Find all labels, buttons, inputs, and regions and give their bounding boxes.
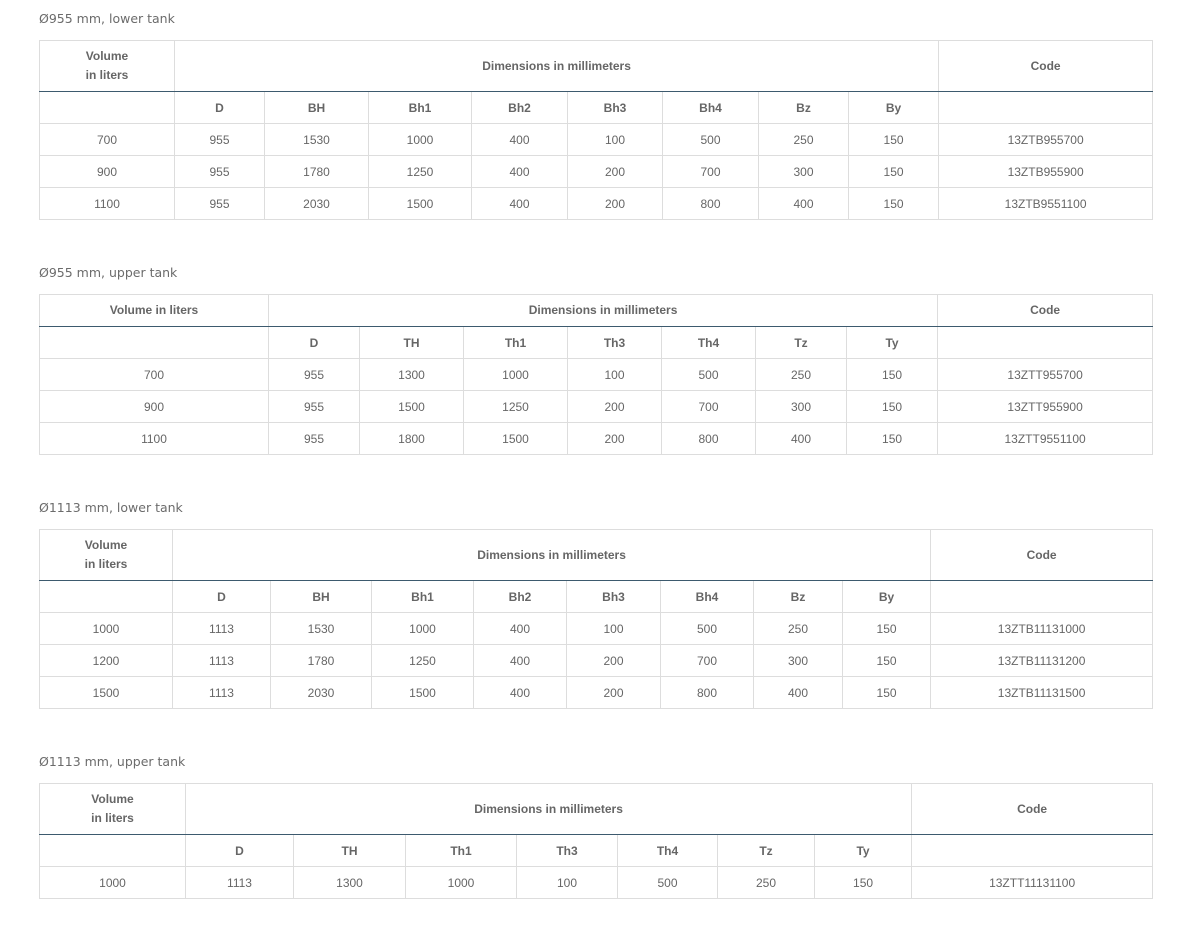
value-cell: 1500 <box>369 188 472 220</box>
value-cell: 100 <box>568 359 662 391</box>
value-cell: 200 <box>567 677 661 709</box>
value-cell: 1780 <box>271 645 372 677</box>
value-cell: 1250 <box>372 645 474 677</box>
dimensions-header: Dimensions in millimeters <box>173 530 931 581</box>
table-row <box>40 156 1153 188</box>
column-header: Ty <box>847 327 938 359</box>
value-cell: 250 <box>754 613 843 645</box>
value-cell: 700 <box>661 645 754 677</box>
column-header: By <box>849 92 939 124</box>
code-cell: 13ZTB11131000 <box>931 613 1153 645</box>
value-cell: 700 <box>663 156 759 188</box>
value-cell: 150 <box>815 867 912 899</box>
section-title: Ø1113 mm, lower tank <box>39 500 183 515</box>
column-header: Ty <box>815 835 912 867</box>
code-cell: 13ZTB11131200 <box>931 645 1153 677</box>
value-cell: 400 <box>759 188 849 220</box>
value-cell: 1780 <box>265 156 369 188</box>
spec-table-955-lower <box>39 40 1153 220</box>
empty-header-cell <box>40 327 269 359</box>
value-cell: 100 <box>517 867 618 899</box>
value-cell: 400 <box>472 188 568 220</box>
value-cell: 300 <box>756 391 847 423</box>
column-header: Tz <box>756 327 847 359</box>
volume-cell: 700 <box>40 359 269 391</box>
value-cell: 955 <box>175 188 265 220</box>
column-header: Bz <box>754 581 843 613</box>
value-cell: 400 <box>474 645 567 677</box>
section-title: Ø955 mm, upper tank <box>39 265 178 280</box>
table-row <box>40 124 1153 156</box>
value-cell: 1113 <box>173 677 271 709</box>
value-cell: 500 <box>661 613 754 645</box>
empty-header-cell <box>40 835 186 867</box>
value-cell: 1000 <box>372 613 474 645</box>
value-cell: 955 <box>175 124 265 156</box>
value-cell: 150 <box>847 423 938 455</box>
value-cell: 1000 <box>464 359 568 391</box>
column-header: Bh3 <box>568 92 663 124</box>
column-header: Th4 <box>618 835 718 867</box>
value-cell: 300 <box>754 645 843 677</box>
column-header: Tz <box>718 835 815 867</box>
value-cell: 1113 <box>186 867 294 899</box>
value-cell: 200 <box>568 391 662 423</box>
value-cell: 955 <box>269 391 360 423</box>
value-cell: 400 <box>474 613 567 645</box>
column-header: TH <box>294 835 406 867</box>
value-cell: 100 <box>568 124 663 156</box>
value-cell: 200 <box>567 645 661 677</box>
column-header: Bz <box>759 92 849 124</box>
code-header: Code <box>931 530 1153 581</box>
code-header: Code <box>912 784 1153 835</box>
column-header: BH <box>271 581 372 613</box>
spec-table-1113-upper <box>39 783 1153 899</box>
value-cell: 955 <box>175 156 265 188</box>
code-cell: 13ZTT955900 <box>938 391 1153 423</box>
value-cell: 400 <box>474 677 567 709</box>
value-cell: 250 <box>718 867 815 899</box>
code-cell: 13ZTT9551100 <box>938 423 1153 455</box>
column-header: By <box>843 581 931 613</box>
code-cell: 13ZTB955700 <box>939 124 1153 156</box>
value-cell: 955 <box>269 423 360 455</box>
volume-cell: 900 <box>40 156 175 188</box>
column-header: Th3 <box>517 835 618 867</box>
code-cell: 13ZTB9551100 <box>939 188 1153 220</box>
value-cell: 1113 <box>173 645 271 677</box>
value-cell: 150 <box>849 124 939 156</box>
code-cell: 13ZTT11131100 <box>912 867 1153 899</box>
empty-header-cell <box>40 92 175 124</box>
table-row <box>40 188 1153 220</box>
column-header: Bh1 <box>372 581 474 613</box>
spec-table-1113-lower <box>39 529 1153 709</box>
volume-cell: 1100 <box>40 188 175 220</box>
value-cell: 200 <box>568 423 662 455</box>
value-cell: 150 <box>847 391 938 423</box>
volume-cell: 1500 <box>40 677 173 709</box>
value-cell: 100 <box>567 613 661 645</box>
value-cell: 400 <box>756 423 847 455</box>
column-header: D <box>173 581 271 613</box>
value-cell: 700 <box>662 391 756 423</box>
code-header: Code <box>939 41 1153 92</box>
value-cell: 1300 <box>294 867 406 899</box>
column-header: Bh4 <box>663 92 759 124</box>
value-cell: 150 <box>843 645 931 677</box>
value-cell: 1530 <box>265 124 369 156</box>
value-cell: 955 <box>269 359 360 391</box>
dimensions-header: Dimensions in millimeters <box>186 784 912 835</box>
empty-header-cell <box>912 835 1153 867</box>
value-cell: 400 <box>754 677 843 709</box>
volume-header: Volume in liters <box>40 41 175 92</box>
column-header: Bh1 <box>369 92 472 124</box>
value-cell: 150 <box>847 359 938 391</box>
column-header: D <box>175 92 265 124</box>
column-header: Bh2 <box>474 581 567 613</box>
value-cell: 1300 <box>360 359 464 391</box>
value-cell: 1113 <box>173 613 271 645</box>
value-cell: 500 <box>663 124 759 156</box>
value-cell: 1530 <box>271 613 372 645</box>
code-cell: 13ZTT955700 <box>938 359 1153 391</box>
value-cell: 800 <box>662 423 756 455</box>
value-cell: 250 <box>759 124 849 156</box>
value-cell: 150 <box>849 156 939 188</box>
value-cell: 500 <box>662 359 756 391</box>
volume-cell: 1000 <box>40 867 186 899</box>
empty-header-cell <box>40 581 173 613</box>
volume-cell: 1000 <box>40 613 173 645</box>
value-cell: 800 <box>663 188 759 220</box>
volume-cell: 1100 <box>40 423 269 455</box>
section-title: Ø1113 mm, upper tank <box>39 754 186 769</box>
column-header: D <box>186 835 294 867</box>
column-header: Th1 <box>464 327 568 359</box>
column-header: BH <box>265 92 369 124</box>
column-header: Th1 <box>406 835 517 867</box>
value-cell: 200 <box>568 188 663 220</box>
code-header: Code <box>938 295 1153 327</box>
column-header: Bh4 <box>661 581 754 613</box>
value-cell: 1000 <box>369 124 472 156</box>
volume-header: Volume in liters <box>40 295 269 327</box>
value-cell: 1250 <box>369 156 472 188</box>
code-cell: 13ZTB11131500 <box>931 677 1153 709</box>
table-row <box>40 645 1153 677</box>
volume-header: Volume in liters <box>40 530 173 581</box>
empty-header-cell <box>938 327 1153 359</box>
empty-header-cell <box>939 92 1153 124</box>
value-cell: 150 <box>843 677 931 709</box>
value-cell: 300 <box>759 156 849 188</box>
empty-header-cell <box>931 581 1153 613</box>
value-cell: 1800 <box>360 423 464 455</box>
value-cell: 2030 <box>265 188 369 220</box>
volume-header: Volume in liters <box>40 784 186 835</box>
table-row <box>40 423 1153 455</box>
dimensions-header: Dimensions in millimeters <box>175 41 939 92</box>
column-header: Bh3 <box>567 581 661 613</box>
volume-cell: 1200 <box>40 645 173 677</box>
value-cell: 1500 <box>464 423 568 455</box>
table-row <box>40 677 1153 709</box>
value-cell: 1000 <box>406 867 517 899</box>
spec-table-955-upper <box>39 294 1153 455</box>
column-header: Th3 <box>568 327 662 359</box>
value-cell: 1500 <box>360 391 464 423</box>
value-cell: 400 <box>472 124 568 156</box>
value-cell: 2030 <box>271 677 372 709</box>
table-row <box>40 359 1153 391</box>
volume-cell: 700 <box>40 124 175 156</box>
value-cell: 250 <box>756 359 847 391</box>
value-cell: 200 <box>568 156 663 188</box>
value-cell: 1250 <box>464 391 568 423</box>
code-cell: 13ZTB955900 <box>939 156 1153 188</box>
value-cell: 400 <box>472 156 568 188</box>
column-header: Th4 <box>662 327 756 359</box>
dimensions-header: Dimensions in millimeters <box>269 295 938 327</box>
table-row <box>40 867 1153 899</box>
volume-cell: 900 <box>40 391 269 423</box>
column-header: Bh2 <box>472 92 568 124</box>
table-row <box>40 391 1153 423</box>
column-header: TH <box>360 327 464 359</box>
table-row <box>40 613 1153 645</box>
value-cell: 150 <box>843 613 931 645</box>
value-cell: 500 <box>618 867 718 899</box>
value-cell: 150 <box>849 188 939 220</box>
value-cell: 800 <box>661 677 754 709</box>
value-cell: 1500 <box>372 677 474 709</box>
column-header: D <box>269 327 360 359</box>
section-title: Ø955 mm, lower tank <box>39 11 175 26</box>
